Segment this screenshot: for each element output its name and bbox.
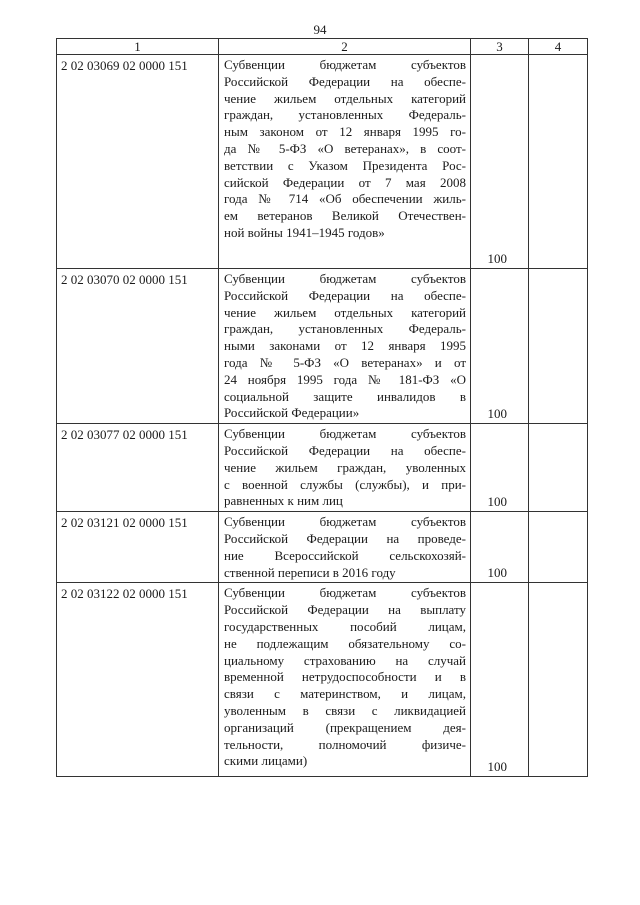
description-line: Российской Федерации на проведе- bbox=[224, 530, 466, 546]
header-col-3: 3 bbox=[471, 39, 529, 55]
table-row bbox=[57, 424, 588, 512]
description-line: государственных пособий лицам, bbox=[224, 618, 466, 634]
column-4-cell bbox=[529, 269, 588, 424]
description-line: организаций (прекращением дея- bbox=[224, 719, 466, 735]
table-row bbox=[57, 583, 588, 777]
description-line: не подлежащим обязательному со- bbox=[224, 635, 466, 651]
description-line: ной войны 1941–1945 годов» bbox=[224, 224, 385, 240]
budget-code: 2 02 03077 02 0000 151 bbox=[57, 424, 219, 512]
description bbox=[219, 512, 471, 583]
column-4-cell bbox=[529, 55, 588, 269]
budget-code: 2 02 03121 02 0000 151 bbox=[57, 512, 219, 583]
header-col-2: 2 bbox=[219, 39, 471, 55]
header-col-1: 1 bbox=[57, 39, 219, 55]
description-line: года № 714 «Об обеспечении жиль- bbox=[224, 191, 466, 207]
description-line: ние Всероссийской сельскохозяй- bbox=[224, 547, 466, 563]
description-line: временной нетрудоспособности и в bbox=[224, 669, 466, 685]
description-line: Российской Федерации» bbox=[224, 405, 360, 421]
value-cell: 100 bbox=[471, 583, 529, 777]
description-line: Российской Федерации на обеспе- bbox=[224, 442, 466, 458]
description-line: чение жильем отдельных категорий bbox=[224, 304, 466, 320]
value-cell: 100 bbox=[471, 512, 529, 583]
table-row bbox=[57, 512, 588, 583]
description bbox=[219, 269, 471, 424]
description-line: чение жильем отдельных категорий bbox=[224, 90, 466, 106]
description-line: 24 ноября 1995 года № 181-ФЗ «О bbox=[224, 371, 466, 387]
description-line: граждан, установленных Федераль- bbox=[224, 321, 466, 337]
description-line: тельности, полномочий физиче- bbox=[224, 736, 466, 752]
column-4-cell bbox=[529, 583, 588, 777]
column-4-cell bbox=[529, 512, 588, 583]
header-col-4: 4 bbox=[529, 39, 588, 55]
description-line: граждан, установленных Федераль- bbox=[224, 107, 466, 123]
description-line: социальной защите инвалидов в bbox=[224, 388, 466, 404]
table-row bbox=[57, 55, 588, 269]
description-line: Субвенции бюджетам субъектов bbox=[224, 57, 466, 72]
description-line: ственной переписи в 2016 году bbox=[224, 564, 396, 580]
description-line: ными законами от 12 января 1995 bbox=[224, 338, 466, 354]
header-row bbox=[57, 39, 588, 55]
budget-code: 2 02 03122 02 0000 151 bbox=[57, 583, 219, 777]
value-cell: 100 bbox=[471, 269, 529, 424]
value-cell: 100 bbox=[471, 55, 529, 269]
description-line: ветствии с Указом Президента Рос- bbox=[224, 157, 466, 173]
description bbox=[219, 424, 471, 512]
description-line: Российской Федерации на обеспе- bbox=[224, 287, 466, 303]
description-line: Российской Федерации на выплату bbox=[224, 602, 466, 618]
description-line: с военной службы (службы), и при- bbox=[224, 476, 466, 492]
description-line: ем ветеранов Великой Отечествен- bbox=[224, 208, 466, 224]
description-line: года № 5-ФЗ «О ветеранах» и от bbox=[224, 354, 466, 370]
description bbox=[219, 55, 471, 269]
description-line: чение жильем граждан, уволенных bbox=[224, 459, 466, 475]
table-row bbox=[57, 269, 588, 424]
description-line: скими лицами) bbox=[224, 753, 308, 769]
table-body bbox=[57, 55, 588, 777]
description-line: Субвенции бюджетам субъектов bbox=[224, 585, 466, 601]
description-line: уволенным в связи с ликвидацией bbox=[224, 702, 466, 718]
budget-code: 2 02 03069 02 0000 151 bbox=[57, 55, 219, 269]
description-line: Российской Федерации на обеспе- bbox=[224, 73, 466, 89]
description-line: связи с материнством, и лицам, bbox=[224, 686, 466, 702]
description-line: циальному страхованию на случай bbox=[224, 652, 466, 668]
description bbox=[219, 583, 471, 777]
description-line: сийской Федерации от 7 мая 2008 bbox=[224, 174, 466, 190]
column-4-cell bbox=[529, 424, 588, 512]
page-number: 94 bbox=[313, 22, 327, 37]
description-line: Субвенции бюджетам субъектов bbox=[224, 514, 466, 530]
description-line: да № 5-ФЗ «О ветеранах», в соот- bbox=[224, 140, 466, 156]
description-line: Субвенции бюджетам субъектов bbox=[224, 426, 466, 442]
budget-code: 2 02 03070 02 0000 151 bbox=[57, 269, 219, 424]
value-cell: 100 bbox=[471, 424, 529, 512]
description-line: равненных к ним лиц bbox=[224, 493, 343, 509]
description-line: Субвенции бюджетам субъектов bbox=[224, 271, 466, 286]
description-line: ным законом от 12 января 1995 го- bbox=[224, 124, 466, 140]
budget-table bbox=[56, 38, 588, 777]
